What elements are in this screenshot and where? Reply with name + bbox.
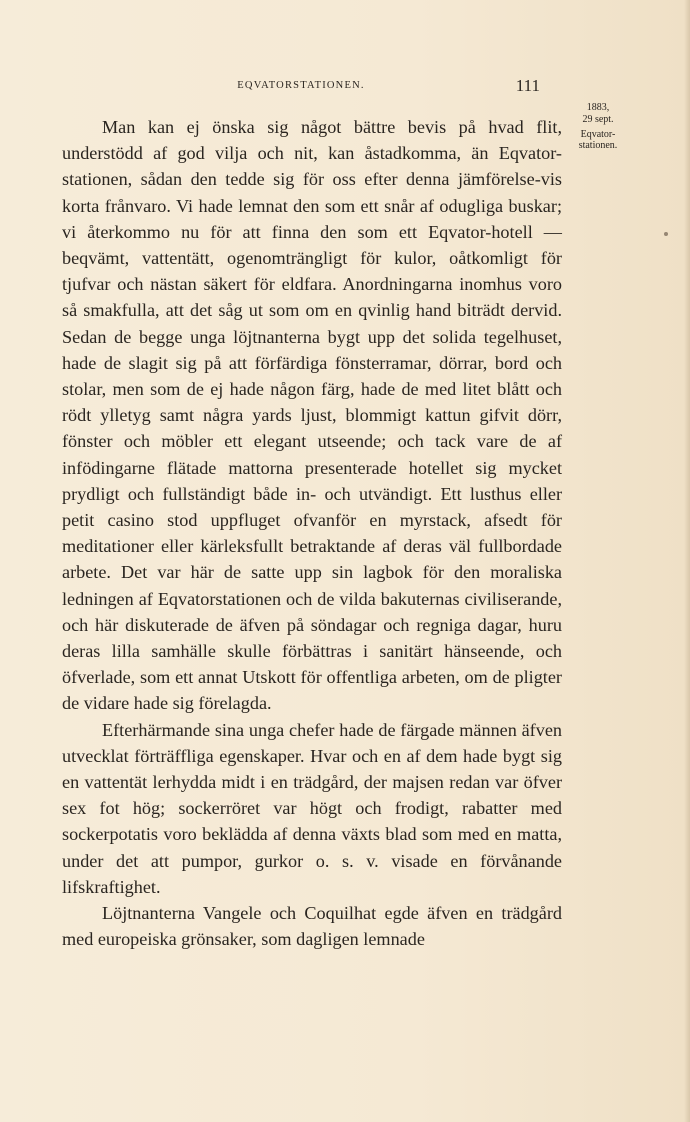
page-header <box>62 76 540 96</box>
page-number: 111 <box>515 76 540 95</box>
paragraph-1: Man kan ej önska sig något bättre bevis på hvad flit, understödd af god vilja och nit, kan åstadkomma, än Eqvator-stationen, sådan den tedde sig för oss efter denna jämförelse-vis korta frånvaro. Vi hade lemnat den som ett snår af odugliga buskar; vi återkommo nu för att finna den som ett Eqvator-hotell — beqvämt, vattentätt, ogenomträngligt för kulor, oåtkomligt för tjufvar och nästan säkert för eldfara. Anordningarna inomhus voro så smakfulla, att det såg ut som om en qvinlig hand biträdt dervid. Sedan de begge unga löjtnanterna bygt upp det solida tegelhuset, hade de slagit sig på att förfärdiga fönsterramar, dörrar, bord och stolar, men som de ej hade någon färg, hade de med litet blått och rödt ylletyg samt några yards ljust, blommigt kattun gifvit dörr, fönster och möbler ett elegant utseende; och tack vare de af infödingarne flätade mattorna presenterade hotellet sig mycket prydligt och fullständigt både in- och utvändigt. Ett lusthus eller petit casino stod uppfluget ofvanför en myrstack, afsedt för meditationer eller kärleksfullt betraktande af deras väl fullbordade arbete. Det var här de satte upp sin lagbok för den moraliska ledningen af Eqvatorstationen och de vilda bakuternas civiliserande, och här diskuterade de äfven på söndagar och regniga dagar, huru deras lilla samhälle skulle förbättras i sanitärt hänseende, och öfverlade, som ett annat Utskott för offentliga arbeten, om de pligter de vidare hade sig förelagda. <box>62 117 562 714</box>
margin-label-line1: Eqvator- <box>580 129 616 140</box>
margin-date-year: 1883, <box>586 102 610 113</box>
paragraph-2: Efterhärmande sina unga chefer hade de färgade männen äfven utvecklat förträffliga egenskaper. Hvar och en af dem hade bygt sig en vattentät lerhydda midt i en trädgård, der majsen redan var öfver sex fot hög; sockerröret var högt och frodigt, rabatter med sockerpotatis voro beklädda af denna växts blad som med en matta, under det att pumpor, gurkor o. s. v. visade en förvånande lifskraftighet. <box>62 719 562 897</box>
margin-label <box>566 129 630 151</box>
body-text <box>62 114 562 953</box>
margin-date-day: 29 sept. <box>582 114 614 125</box>
paragraph-3: Löjtnanterna Vangele och Coquilhat egde äfven en trädgård med europeiska grönsaker, som dagligen lemnade <box>62 903 562 950</box>
ink-speck <box>664 232 668 236</box>
margin-label-line2: stationen. <box>578 140 618 151</box>
running-head: EQVATORSTATIONEN. <box>237 80 365 91</box>
margin-note <box>566 102 630 151</box>
